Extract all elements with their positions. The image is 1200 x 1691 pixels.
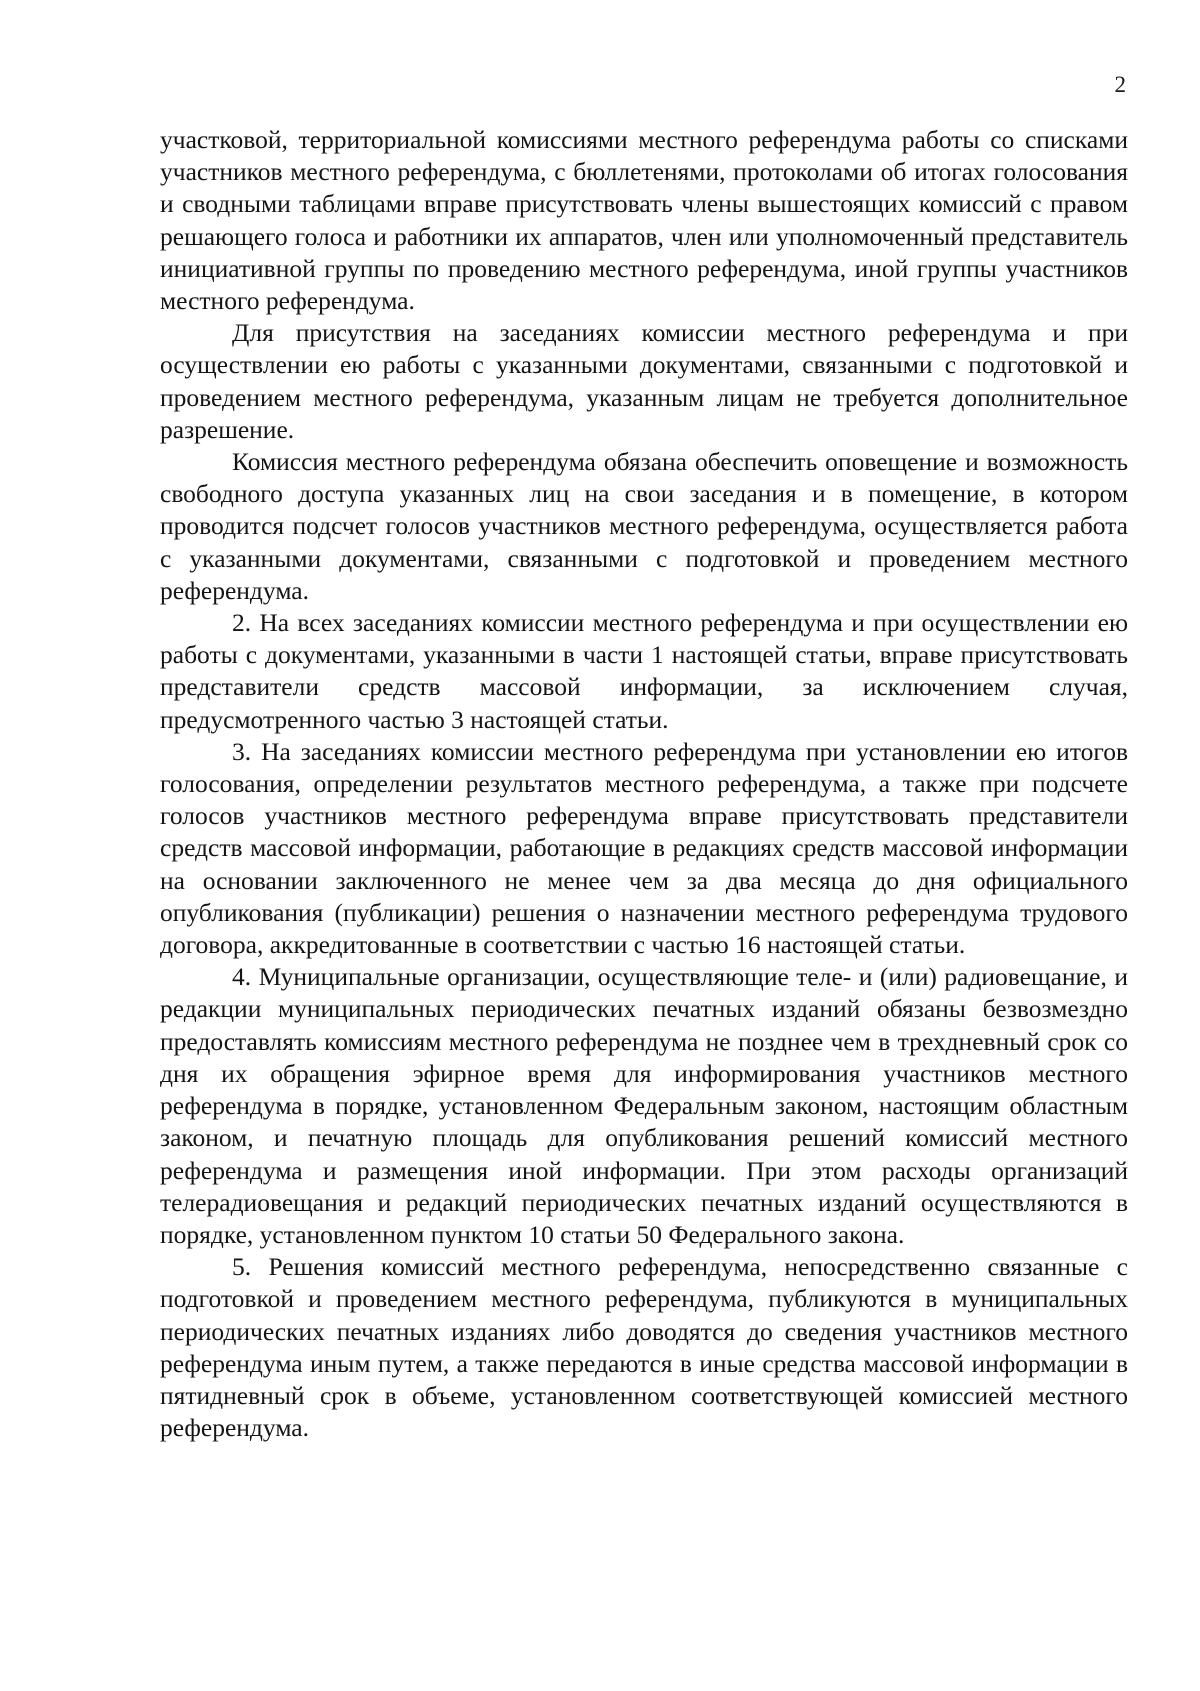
paragraph-continuation: участковой, территориальной комиссиями местного референдума работы со списками участников местного референдума, с бюллетенями, протоколами об итогах голосования и сводными таблицами вправе присутствовать члены вышестоящих комиссий с правом решающего голоса и работники их аппаратов, член или уполномоченный представитель инициативной группы по проведению местного референдума, иной группы участников местного референдума. — [160, 125, 1128, 316]
document-body — [160, 124, 1128, 1444]
paragraph-part-2: 2. На всех заседаниях комиссии местного референдума и при осуществлении ею работы с документами, указанными в части 1 настоящей статьи, вправе присутствовать представители средств массовой информации, за исключением случая, предусмотренного частью 3 настоящей статьи. — [160, 608, 1128, 734]
paragraph-part-4: 4. Муниципальные организации, осуществляющие теле- и (или) радиовещание, и редакции муниципальных периодических печатных изданий обязаны безвозмездно предоставлять комиссиям местного референдума не позднее чем в трехдневный срок со дня их обращения эфирное время для информирования участников местного референдума в порядке, установленном Федеральным законом, настоящим областным законом, и печатную площадь для опубликования решений комиссий местного референдума и размещения иной информации. При этом расходы организаций телерадиовещания и редакций периодических печатных изданий осуществляются в порядке, установленном пунктом 10 статьи 50 Федерального закона. — [160, 962, 1128, 1249]
paragraph-attendance-permission: Для присутствия на заседаниях комиссии местного референдума и при осуществлении ею работы с указанными документами, связанными с подготовкой и проведением местного референдума, указанным лицам не требуется дополнительное разрешение. — [160, 318, 1128, 444]
paragraph-commission-obligation: Комиссия местного референдума обязана обеспечить оповещение и возможность свободного доступа указанных лиц на свои заседания и в помещение, в котором проводится подсчет голосов участников местного референдума, осуществляется работа с указанными документами, связанными с подготовкой и проведением местного референдума. — [160, 447, 1128, 605]
page-number: 2 — [1114, 72, 1126, 97]
paragraph-part-5: 5. Решения комиссий местного референдума, непосредственно связанные с подготовкой и проведением местного референдума, публикуются в муниципальных периодических печатных изданиях либо доводятся до сведения участников местного референдума иным путем, а также передаются в иные средства массовой информации в пятидневный срок в объеме, установленном соответствующей комиссией местного референдума. — [160, 1252, 1128, 1443]
paragraph-part-3: 3. На заседаниях комиссии местного референдума при установлении ею итогов голосования, определении результатов местного референдума, а также при подсчете голосов участников местного референдума вправе присутствовать представители средств массовой информации, работающие в редакциях средств массовой информации на основании заключенного не менее чем за два месяца до дня официального опубликования (публикации) решения о назначении местного референдума трудового договора, аккредитованные в соответствии с частью 16 настоящей статьи. — [160, 736, 1128, 960]
